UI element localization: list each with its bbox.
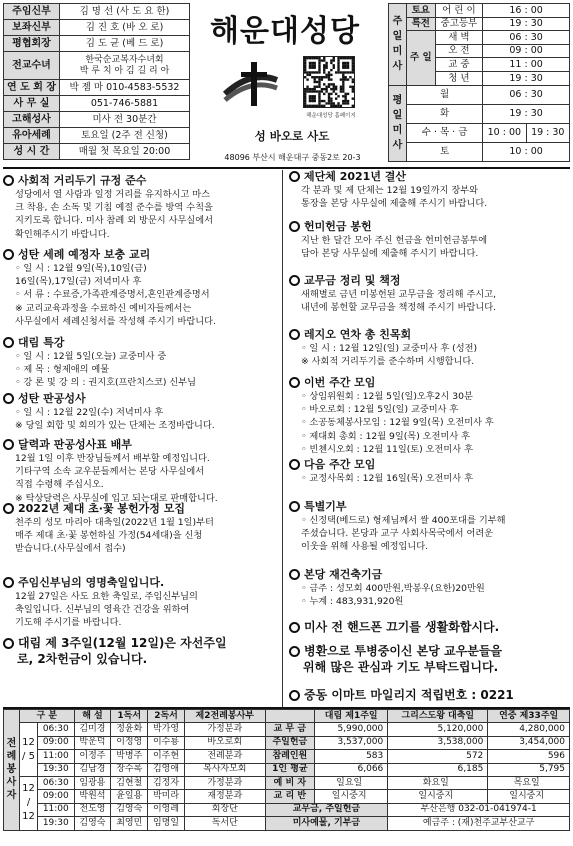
finance-value: 583 — [315, 750, 388, 763]
server-name-cell: 재정분과 — [184, 790, 265, 803]
date-cell: 12 / 12 — [20, 776, 38, 830]
header-divider — [3, 167, 570, 169]
announcement-title: 이번 주간 모임 — [304, 376, 376, 389]
finance-value: 6,066 — [315, 763, 388, 776]
server-name-cell: 바오로회 — [184, 736, 265, 749]
bullet-icon — [3, 577, 14, 588]
left-announcements — [3, 170, 283, 710]
announcement — [3, 636, 283, 668]
announcement-line: 축일입니다. 신부님의 영육간 건강을 위하여 — [15, 604, 190, 616]
announcement-title: 헌미헌금 봉헌 — [304, 220, 372, 233]
mass-name: 어 린 이 — [435, 4, 483, 18]
right-announcements — [289, 170, 569, 710]
announcement-line: ◦ 일 시 : 12월 5일(오늘) 교중미사 중 — [15, 350, 167, 362]
announcement-line: 받습니다.(사무실에서 접수) — [15, 543, 126, 555]
announcement-line: ◦ 일 시 : 12월 12일(일) 교중미사 후 (성전) — [301, 342, 478, 354]
weekday-name: 수 · 목 · 금 — [407, 123, 483, 142]
finance-value: 5,990,000 — [315, 723, 388, 736]
staff-role: 연 도 회 장 — [4, 80, 60, 96]
finance-label: 참례인원 — [265, 750, 315, 763]
sunday-label: 주 일 — [407, 31, 436, 85]
staff-role: 유아세례 — [4, 128, 60, 144]
finance-label: 1인 평균 — [265, 763, 315, 776]
announcement-heading — [3, 336, 283, 350]
finance-label: 주일헌금 — [265, 736, 315, 749]
finance-value: 4,280,000 — [488, 723, 570, 736]
bullet-icon — [289, 377, 300, 388]
announcement — [3, 174, 283, 241]
server-name-cell: 김남경 — [74, 763, 111, 776]
side-label: 전 례 봉 사 자 — [4, 710, 20, 831]
finance-value: 3,454,000 — [488, 736, 570, 749]
finance-value: 3,537,000 — [315, 736, 388, 749]
bullet-icon — [289, 690, 300, 701]
mass-name: 청 년 — [435, 71, 483, 85]
server-name-cell: 김영애 — [148, 763, 185, 776]
announcement-line: ◦ 일 시 : 12월 22일(수) 저녁미사 후 — [15, 406, 164, 418]
table-row — [4, 803, 570, 816]
announcement-heading — [289, 170, 569, 184]
mass-name: 새 벽 — [435, 31, 483, 45]
weekday-time-2: 19 : 30 — [526, 123, 569, 142]
announcement-heading — [289, 568, 569, 582]
table-header-row — [4, 710, 570, 723]
announcement-line: 사무실에서 세례신청서를 작성해 주시기 바랍니다. — [15, 316, 216, 328]
announcement-line: ◦ 소공동체봉사모임 : 12월 9일(목) 오전미사 후 — [301, 417, 494, 429]
staff-role: 주임신부 — [4, 4, 60, 20]
server-name-cell: 이정영 — [111, 736, 148, 749]
staff-name — [60, 52, 190, 80]
announcement-line: 기타구역 소속 교우분들께서는 본당 사무실에서 — [15, 466, 205, 478]
announcement-heading — [3, 438, 283, 452]
announcement — [289, 620, 569, 635]
column-header — [265, 710, 315, 723]
announcement — [289, 328, 569, 368]
announcement-line: ※ 교리교육과정을 수료하신 예비자들께서는 — [15, 302, 192, 314]
staff-row — [4, 4, 190, 20]
weekday-time: 10 : 00 — [483, 142, 570, 161]
announcement-title: 병환으로 투병중이신 본당 교우분들을 — [304, 644, 503, 658]
announcement-line: ◦ 제대회 총회 : 12월 9일(목) 오전미사 후 — [301, 430, 471, 442]
staff-role: 평협회장 — [4, 36, 60, 52]
announcement-line: 매주 제대 초·꽃 봉헌하실 가정(54세대)을 신청 — [15, 530, 203, 542]
announcement-line: 직접 수령해 주십시오. — [15, 479, 104, 491]
announcement-line: ◦ 빈첸시오회 : 12월 11일(토) 오전미사 후 — [301, 444, 473, 456]
announcement-title: 특별기부 — [304, 500, 347, 513]
staff-role: 보좌신부 — [4, 20, 60, 36]
announcement-line: 담아 본당 사무실에 제출해 주시기 바랍니다. — [301, 248, 479, 260]
announcement-line: 내년에 봉헌할 교무금을 책정해 주시기 바랍니다. — [301, 302, 497, 314]
staff-row — [4, 36, 190, 52]
announcement — [289, 644, 569, 676]
announcement-heading — [289, 620, 569, 635]
table-row — [4, 763, 570, 776]
column-header: 연중 제33주일 — [488, 710, 570, 723]
announcement — [3, 336, 283, 390]
footer-right: 예금주 : (재)천주교부산교구 — [388, 817, 570, 830]
announcement-title: 대림 특강 — [18, 336, 65, 349]
server-name-cell: 박원석 — [74, 790, 111, 803]
announcement-line: 지키도록 합니다. 미사 참례 외 방문시 사무실에서 — [15, 215, 213, 227]
announcement-line: 새해별로 금년 미봉헌된 교무금을 정리해 주시고, — [301, 288, 497, 300]
server-name-cell: 김정자 — [148, 776, 185, 789]
announcement-title: 본당 재건축기금 — [304, 568, 383, 581]
table-row — [4, 750, 570, 763]
announcement-heading — [3, 576, 283, 590]
staff-row — [4, 144, 190, 160]
qr-code-icon[interactable] — [303, 56, 355, 108]
announcement-line: ◦ 금주 : 성모회 400만원,박봉우(요한)20만원 — [301, 582, 485, 594]
announcement-heading — [289, 274, 569, 288]
announcement-heading — [3, 502, 283, 516]
announcement-title: 교무금 정리 및 책정 — [304, 274, 401, 287]
footer-right: 부산은행 032-01-041974-1 — [388, 803, 570, 816]
staff-row — [4, 128, 190, 144]
mass-time-cell: 09:00 — [38, 790, 75, 803]
staff-name-line: 박 루 치 아 김 길 리 아 — [79, 65, 170, 76]
mass-time-cell: 19:30 — [38, 817, 75, 830]
mass-name: 교 중 — [435, 58, 483, 72]
server-name-cell: 가정분과 — [184, 776, 265, 789]
announcement — [289, 274, 569, 314]
bullet-icon — [289, 646, 300, 657]
server-name-cell: 김영숙 — [111, 803, 148, 816]
server-name-cell: 이주현 — [148, 750, 185, 763]
finance-value: 일요일 — [315, 776, 388, 789]
mass-time: 19 : 30 — [483, 71, 570, 85]
announcement-title: 대림 제 3주일(12월 12일)은 자선주일 — [18, 636, 227, 650]
announcement-line: 크 착용, 손 소독 및 기침 예절 준수를 방역 수칙을 — [15, 202, 213, 214]
announcement — [289, 220, 569, 260]
saturday-sub-label: 특전 — [407, 17, 436, 31]
bullet-icon — [3, 393, 14, 404]
mass-time: 09 : 00 — [483, 44, 570, 58]
announcement — [289, 458, 569, 485]
staff-name: 박 젬 마 010-4583-5532 — [60, 80, 190, 96]
server-name-cell: 윤일용 — [111, 790, 148, 803]
weekday-mass-label: 평 일 미 사 — [389, 85, 407, 161]
bullet-icon — [3, 175, 14, 186]
saturday-label: 토요 — [407, 4, 436, 18]
church-address: 48096 부산시 해운대구 중동2로 20-3 — [224, 153, 361, 162]
column-header: 1독서 — [111, 710, 148, 723]
server-name-cell: 박가영 — [148, 723, 185, 736]
bullet-icon — [289, 275, 300, 286]
announcement-line: ◦ 제 목 : 형제애의 예물 — [15, 364, 110, 376]
finance-value: 일시중지 — [315, 790, 388, 803]
sunday-mass-label: 주 일 미 사 — [389, 4, 407, 86]
finance-value: 5,120,000 — [388, 723, 488, 736]
announcement-line: ◦ 누계 : 483,931,920원 — [301, 596, 404, 608]
bullet-icon — [289, 569, 300, 580]
announcement-title: 미사 전 핸드폰 끄기를 생활화합시다. — [304, 620, 500, 634]
announcement-line: 천주의 성모 마리아 대축일(2022년 1월 1일)부터 — [15, 516, 214, 528]
staff-row — [4, 52, 190, 80]
staff-table — [3, 3, 190, 160]
finance-value: 목요일 — [488, 776, 570, 789]
announcement — [289, 170, 569, 210]
column-header: 해 설 — [74, 710, 111, 723]
announcement-heading — [3, 248, 283, 262]
staff-role: 사 무 실 — [4, 96, 60, 112]
announcement-heading — [289, 688, 569, 703]
mass-time: 19 : 30 — [483, 17, 570, 31]
announcement-line: ◦ 서 류 : 수료증,가족관계증명서,혼인관계증명서 — [15, 289, 210, 301]
footer-left: 교무금, 주일헌금 — [265, 803, 388, 816]
qr-caption: 해운대성당 홈페이지 — [306, 113, 356, 119]
mass-name: 오 전 — [435, 44, 483, 58]
finance-label: 예 비 자 — [265, 776, 315, 789]
server-name-cell: 김현철 — [111, 776, 148, 789]
announcement-line: ◦ 강 론 및 강 의 : 권지호(프란치스코) 신부님 — [15, 377, 197, 389]
announcement-line: 12월 27일은 사도 요한 축일로, 주임신부님의 — [15, 590, 198, 602]
announcement-line: 기도해 주시기를 바랍니다. — [15, 617, 122, 629]
staff-name: 토요일 (2주 전 신청) — [60, 128, 190, 144]
server-name-cell: 최영민 — [111, 817, 148, 830]
staff-row — [4, 20, 190, 36]
bullet-icon — [289, 171, 300, 182]
staff-name: 051-746-5881 — [60, 96, 190, 112]
announcement — [3, 248, 283, 328]
announcement-heading — [3, 174, 283, 188]
mass-time-cell: 11:00 — [38, 750, 75, 763]
announcement-line: ◦ 상임위원회 : 12월 5일(일)오후2시 30분 — [301, 390, 473, 402]
announcement-line: 확인해주시기 바랍니다. — [15, 228, 110, 240]
date-cell: 12 / 5 — [20, 723, 38, 777]
mass-time: 11 : 00 — [483, 58, 570, 72]
staff-name: 김 명 선 (사 도 요 한) — [60, 4, 190, 20]
table-row — [4, 817, 570, 830]
server-name-cell: 복사자모회 — [184, 763, 265, 776]
announcement-heading — [289, 644, 569, 659]
mass-name: 중고등부 — [435, 17, 483, 31]
server-name-cell: 이정주 — [74, 750, 111, 763]
announcement-line: ◦ 교정사목회 : 12월 16일(목) 오전미사 후 — [301, 472, 473, 484]
finance-value: 5,795 — [488, 763, 570, 776]
announcement-line: 로, 2차헌금이 있습니다. — [17, 652, 148, 666]
announcement-title: 제단체 2021년 결산 — [304, 170, 407, 183]
church-title: 해운대성당 — [210, 14, 360, 49]
column-header: 대림 제1주일 — [315, 710, 388, 723]
finance-value: 572 — [388, 750, 488, 763]
announcement — [3, 502, 283, 556]
bullet-icon — [3, 439, 14, 450]
staff-row — [4, 80, 190, 96]
announcement-title: 성탄 판공성사 — [18, 392, 86, 405]
announcement-line: 성당에서 열 사람과 일정 거리를 유지하시고 마스 — [15, 188, 211, 200]
bullet-icon — [3, 503, 14, 514]
announcement-line: ※ 당일 회합 및 회의가 있는 단체는 조정바랍니다. — [15, 420, 215, 432]
finance-value: 596 — [488, 750, 570, 763]
bullet-icon — [289, 501, 300, 512]
announcement-heading — [289, 500, 569, 514]
liturgy-servers-table — [3, 709, 570, 831]
column-header: 구 분 — [20, 710, 75, 723]
table-row — [4, 736, 570, 749]
finance-value: 일시중지 — [488, 790, 570, 803]
announcement-title: 다음 주간 모임 — [304, 458, 376, 471]
announcement-heading — [289, 220, 569, 234]
announcement — [3, 576, 283, 630]
announcement-line: 위해 많은 관심과 기도 부탁드립니다. — [303, 660, 499, 674]
table-row — [4, 723, 570, 736]
announcement-line: 16일(목),17일(금) 저녁미사 후 — [15, 276, 142, 288]
server-name-cell: 박미라 — [148, 790, 185, 803]
server-name-cell: 장수록 — [111, 763, 148, 776]
announcement-title: 주임신부님의 영명축일입니다. — [18, 576, 165, 589]
server-name-cell: 이영례 — [148, 803, 185, 816]
announcement-line: ※ 사회적 거리두기를 준수하며 시행합니다. — [301, 356, 475, 368]
staff-name: 김 도 균 (베 드 로) — [60, 36, 190, 52]
qr-pattern-icon — [304, 57, 354, 107]
server-name-cell: 전도영 — [74, 803, 111, 816]
staff-name: 미사 전 30분간 — [60, 112, 190, 128]
server-name-cell: 이수룡 — [148, 736, 185, 749]
announcement-heading — [289, 458, 569, 472]
announcement-line: 각 분과 및 제 단체는 12월 19일까지 장부와 — [301, 184, 478, 196]
finance-value: 화요일 — [388, 776, 488, 789]
footer-left: 미사예물, 기부금 — [265, 817, 388, 830]
column-header: 그리스도왕 대축일 — [388, 710, 488, 723]
server-name-cell: 정윤화 — [111, 723, 148, 736]
staff-role: 성 시 간 — [4, 144, 60, 160]
mass-time-cell: 06:30 — [38, 723, 75, 736]
bullet-icon — [3, 249, 14, 260]
bullet-icon — [289, 459, 300, 470]
server-name-cell: 김영숙 — [74, 817, 111, 830]
announcement-line: ※ 탁상달력은 사무실에 입고 되는대로 판매합니다. — [15, 492, 218, 504]
weekday-time: 10 : 00 — [483, 123, 526, 142]
bullet-icon — [3, 638, 14, 649]
weekday-name: 월 — [407, 85, 483, 104]
server-name-cell: 임광용 — [74, 776, 111, 789]
server-name-cell: 박병주 — [111, 750, 148, 763]
announcement-line: ◦ 신정택(베드로) 형제님께서 쌀 400포대를 기부해 — [301, 514, 506, 526]
finance-value: 일시중지 — [388, 790, 488, 803]
mass-time: 16 : 00 — [483, 4, 570, 18]
announcement-heading — [3, 392, 283, 406]
announcement — [3, 438, 283, 505]
weekday-name: 화 — [407, 104, 483, 123]
server-name-cell: 회장단 — [184, 803, 265, 816]
finance-value: 6,185 — [388, 763, 488, 776]
announcement — [289, 688, 569, 703]
announcement-title: 레지오 연차 총 친목회 — [304, 328, 412, 341]
weekday-name: 토 — [407, 142, 483, 161]
announcement-line: 12월 1일 이후 반장님들께서 배부할 예정입니다. — [15, 452, 210, 464]
mass-time: 06 : 30 — [483, 31, 570, 45]
mass-time-cell: 11:00 — [38, 803, 75, 816]
bullet-icon — [289, 329, 300, 340]
bullet-icon — [289, 221, 300, 232]
mass-time-cell: 06:30 — [38, 776, 75, 789]
bullet-icon — [289, 622, 300, 633]
announcement-heading — [3, 636, 283, 651]
column-header: 2독서 — [148, 710, 185, 723]
announcement-line: 이웃을 위해 사용될 예정입니다. — [301, 541, 429, 553]
server-name-cell: 독서단 — [184, 817, 265, 830]
announcement-line: 통장을 본당 사무실에 제출해 주시기 바랍니다. — [301, 198, 488, 210]
announcement-title: 성탄 세례 예정자 보충 교리 — [18, 248, 151, 261]
mass-time-cell: 19:30 — [38, 763, 75, 776]
server-name-cell: 가정분과 — [184, 723, 265, 736]
staff-role: 고해성사 — [4, 112, 60, 128]
weekday-time: 06 : 30 — [483, 85, 570, 104]
announcement-line: ◦ 바오로회 : 12월 5일(일) 교중미사 후 — [301, 404, 459, 416]
bullet-icon — [3, 337, 14, 348]
staff-name-line: 한국순교복자수녀회 — [85, 55, 164, 66]
staff-name: 김 진 호 (바 오 로) — [60, 20, 190, 36]
announcement-line: 주셨습니다. 본당과 교구 사회사목국에서 어려운 — [301, 528, 494, 540]
column-header: 제2전례봉사부 — [184, 710, 265, 723]
announcement-title: 달력과 판공성사표 배부 — [18, 438, 132, 451]
announcement — [289, 500, 569, 554]
staff-name: 매월 첫 목요일 20:00 — [60, 144, 190, 160]
announcement-title: 중동 이마트 마일리지 적립번호 : 0221 — [304, 688, 514, 702]
staff-role: 전교수녀 — [4, 52, 60, 80]
mass-time-cell: 09:00 — [38, 736, 75, 749]
announcement-heading — [289, 328, 569, 342]
server-name-cell: 김미경 — [74, 723, 111, 736]
announcement — [3, 392, 283, 432]
staff-row — [4, 112, 190, 128]
table-row — [4, 776, 570, 789]
server-name-cell: 전례분과 — [184, 750, 265, 763]
announcement — [289, 376, 569, 456]
server-name-cell: 임명일 — [148, 817, 185, 830]
staff-row — [4, 96, 190, 112]
announcement-title: 사회적 거리두기 규정 준수 — [18, 174, 147, 187]
announcement-title: 2022년 제대 초·꽃 봉헌가정 모집 — [18, 502, 185, 515]
announcement-line: 지난 한 달간 모아 주신 헌금을 헌미헌금봉투에 — [301, 234, 488, 246]
table-row — [4, 790, 570, 803]
weekday-time: 19 : 30 — [483, 104, 570, 123]
finance-value: 3,538,000 — [388, 736, 488, 749]
church-logo-icon — [221, 60, 281, 108]
finance-label: 교 리 반 — [265, 790, 315, 803]
announcement — [289, 568, 569, 608]
finance-label: 교 무 금 — [265, 723, 315, 736]
announcement-line: ◦ 일 시 : 12월 9일(목),10일(금) — [15, 262, 147, 274]
mass-schedule-table — [388, 3, 570, 162]
announcement-heading — [289, 376, 569, 390]
server-name-cell: 박운덕 — [74, 736, 111, 749]
patron-saint: 성 바오로 사도 — [254, 129, 330, 143]
